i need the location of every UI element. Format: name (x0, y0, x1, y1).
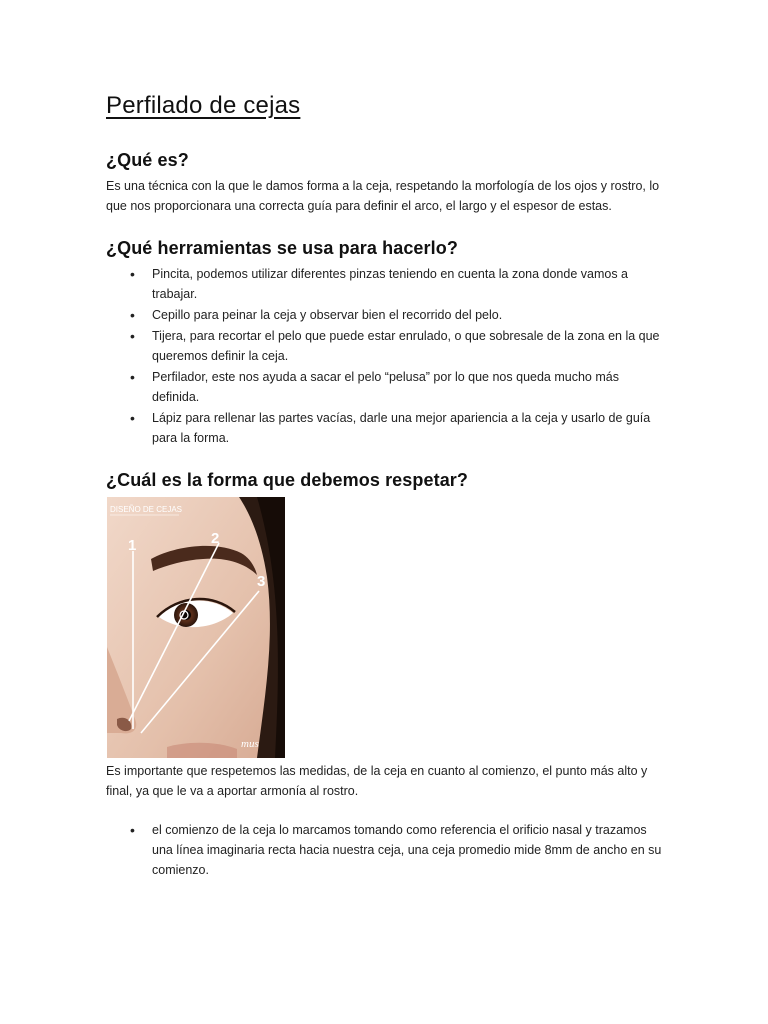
list-item: • el comienzo de la ceja lo marcamos tomando como referencia el orificio nasal y trazamos una línea imaginaria recta hacia nuestra ceja, una ceja promedio mide 8mm de ancho en su comienzo. (106, 820, 666, 880)
list-item: • Lápiz para rellenar las partes vacías, darle una mejor apariencia a la ceja y usarlo de guía para la forma. (106, 408, 666, 448)
list-item: • Tijera, para recortar el pelo que puede estar enrulado, o que sobresale de la zona en la que queremos definir la ceja. (106, 326, 666, 366)
shape-list (106, 820, 666, 881)
guide-number-2: 2 (211, 530, 220, 547)
section-heading-herramientas: ¿Qué herramientas se usa para hacerlo? (106, 238, 458, 258)
list-item: • Pincita, podemos utilizar diferentes pinzas teniendo en cuenta la zona donde vamos a trabajar. (106, 264, 666, 304)
section-text-forma: Es importante que respetemos las medidas, de la ceja en cuanto al comienzo, el punto más alto y final, ya que le va a aportar armonía al rostro. (106, 764, 648, 798)
image-signature: mus (241, 738, 259, 750)
section-heading-que-es: ¿Qué es? (106, 150, 189, 170)
list-item: • Cepillo para peinar la ceja y observar bien el recorrido del pelo. (106, 305, 666, 325)
page-title: Perfilado de cejas (106, 92, 301, 119)
image-caption: DISEÑO DE CEJAS (110, 505, 183, 514)
tools-list (106, 264, 666, 449)
guide-number-1: 1 (128, 537, 137, 554)
guide-number-3: 3 (257, 573, 266, 590)
eyebrow-illustration (107, 497, 285, 758)
list-item: • Perfilador, este nos ayuda a sacar el pelo “pelusa” por lo que nos queda mucho más definida. (106, 367, 666, 407)
eyebrow-design-photo (107, 497, 285, 758)
section-heading-forma: ¿Cuál es la forma que debemos respetar? (106, 470, 469, 490)
section-text-que-es: Es una técnica con la que le damos forma a la ceja, respetando la morfología de los ojos y rostro, lo que nos proporcionara una correcta guía para definir el arco, el largo y el espesor de estas. (106, 179, 660, 213)
